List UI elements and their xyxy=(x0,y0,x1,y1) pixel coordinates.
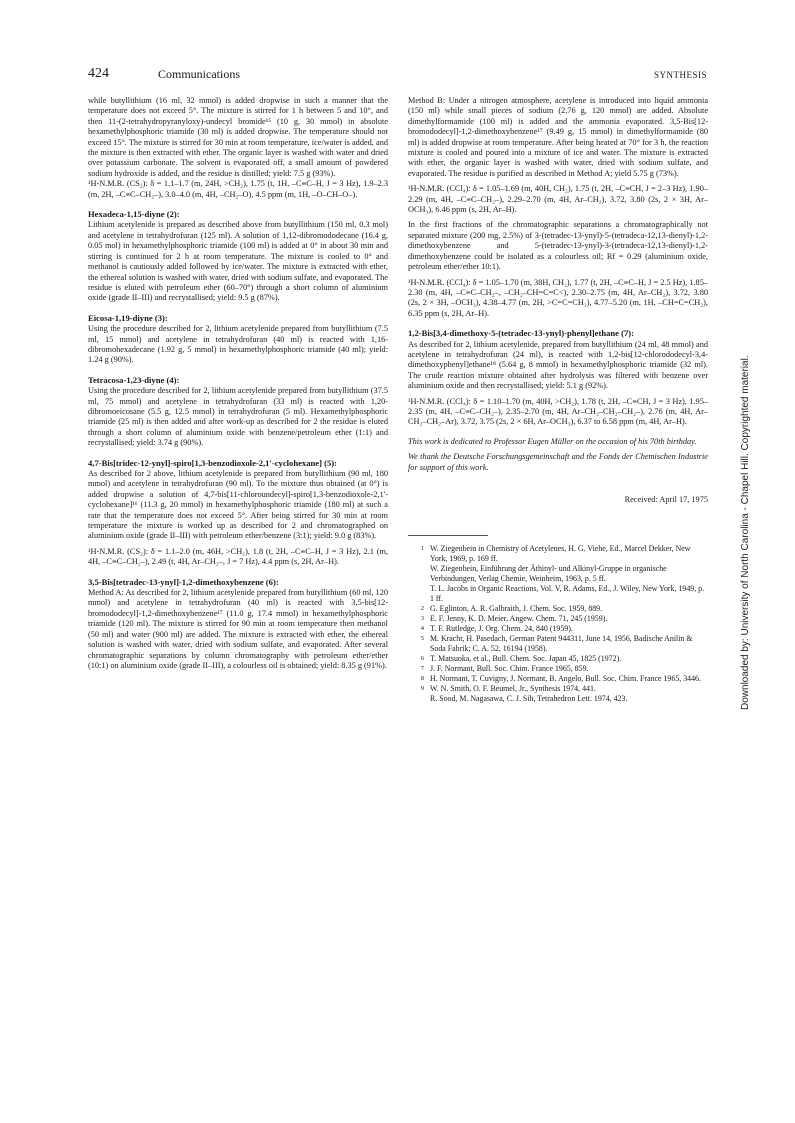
intro-nmr: ¹H-N.M.R. (CS₂): δ = 1.1–1.7 (m, 24H, >CH₂), 1.75 (t, 1H, –C≡C–H, J = 3 Hz), 1.9–2.3 (m, 2H, –C≡C–CH₂–), 3.0–4.0 (m, 4H, –CH₂–O), 4.5 ppm (m, 1H, –O–CH–O–). xyxy=(88,179,388,199)
reference-item: 4 T. F. Rutledge, J. Org. Chem. 24, 840 (1959). xyxy=(420,624,573,634)
dedication: This work is dedicated to Professor Eugen Müller on the occasion of his 70th birthday. xyxy=(408,436,697,446)
compound-6-method-a: Method A: As described for 2, lithium acetylenide prepared from butyllithium (60 ml, 120 mmol) and acetylene in tetrahydrofuran (40 ml) is reacted with 3,5-bis[12-bromododecyl]-1,2-dimethoxybenzene¹⁷ (11.0 g, 17.4 mmol) in hexamethylphosphoric triamide (120 ml). The mixture is stirred for 90 min at room temperature then methanol (50 ml) and water (900 ml) are added. The mixture is extracted with ether, the ethereal solution is washed with water, dried with sodium sulfate, and evaporated. After several chromatographic separations by column chromatography with petroleum ether/ether (10:1) on aluminium oxide (grade II–III), a colourless oil is obtained; yield: 8.35 g (91%). xyxy=(88,588,388,670)
reference-item: 7 J. F. Normant, Bull. Soc. Chim. France 1965, 859. xyxy=(420,664,589,674)
download-notice xyxy=(740,130,760,710)
compound-5-procedure: As described for 2 above, lithium acetylenide is prepared from butyllithium (90 ml, 180 mmol) and acetylene in tetrahydrofuran (90 ml). To the mixture thus obtained (at 0°) is added dropwise a solution of 4,7-bis[11-chloroundecyl]-spiro[1,3-benzodioxole-2,1'-cyclohexane]¹⁶ (11.3 g, 20 mmol) in hexamethylphosphoric triamide (180 ml) at such a rate that the temperature does not exceed 5°. After being stirred for 30 min at room temperature the mixture is worked up as described for 2 and chromatographed on aluminium oxide (grade II–III) with petroleum ether/benzene (3:1); yield: 9.0 g (83%). xyxy=(88,469,388,541)
compound-5-nmr: ¹H-N.M.R. (CS₂): δ = 1.1–2.0 (m, 46H, >CH₂), 1.8 (t, 2H, –C≡C–H, J = 3 Hz), 2.1 (m, 4H, –C≡C–CH₂–), 2.49 (t, 4H, Ar–CH₂–, J = 7 Hz), 4.4 ppm (s, 2H, Ar–H). xyxy=(88,546,388,567)
page-number: 424 xyxy=(88,66,109,81)
journal-name: SYNTHESIS xyxy=(653,70,707,80)
section-title: Communications xyxy=(158,67,240,81)
compound-5-heading: 4,7-Bis[tridec-12-ynyl]-spiro[1,3-benzodioxole-2,1'-cyclohexane] (5): xyxy=(88,457,338,468)
left-column xyxy=(88,96,388,671)
right-column xyxy=(408,96,708,704)
acknowledgement: We thank the Deutsche Forschungsgemeinschaft and the Fonds der Chemischen Industrie for support of this work. xyxy=(408,452,708,472)
side-fractions-nmr: ¹H-N.M.R. (CCl₄): δ = 1.05–1.70 (m, 38H, CH₂), 1.77 (t, 2H, –C≡C–H, J = 2.5 Hz), 1.85–2.30 (m, 4H, –C≡C–CH₂–, –CH₂–CH=C=C<), 2.30–2.75 (m, 4H, Ar–CH₂), 3.72, 3.80 (2s, 2 × 3H, –OCH₃), 4.38–4.77 (m, 2H, >C=C=CH₂), 4.77–5.20 (m, 1H, –CH=C=CH₂), 6.35 ppm (s, 2H, Ar–H). xyxy=(408,277,708,318)
reference-item: T. L. Jacobs in Organic Reactions, Vol. V, R. Adams, Ed., J. Wiley, New York, 1949, p. 1 ff. xyxy=(430,584,705,604)
download-notice-text: Downloaded by: University of North Carolina - Chapel Hill. Copyrighted material. xyxy=(740,355,751,710)
reference-item: 3 E. F. Jenny, K. D. Meier, Angew. Chem. 71, 245 (1959). xyxy=(420,614,608,624)
reference-item: R. Sood, M. Nagasawa, C. J. Sih, Tetrahedron Lett. 1974, 423. xyxy=(430,694,628,704)
reference-item: 9 W. N. Smith, O. F. Beumel, Jr., Synthesis 1974, 441. xyxy=(420,684,596,694)
compound-4-heading: Tetracosa-1,23-diyne (4): xyxy=(88,374,180,385)
received-date: Received: April 17, 1975 xyxy=(624,495,708,504)
compound-4-procedure: Using the procedure described for 2, lithium acetylenide prepared from butyllithium (37.5 ml, 75 mmol) and acetylene in tetrahydrofuran (33 ml) is reacted with 1,20-dibromoeicosane (5.5 g, 12.5 mmol) in tetrahydrofuran (5 ml). Hexamethylphosphoric triamide (25 ml) is then added and after work-up as described for 2 the residue is eluted through a short column of aluminium oxide with benzene/petroleum ether (1:1) and recrystallised; yield: 3.74 g (90%). xyxy=(88,386,388,448)
reference-item: 5 M. Kracht, H. Pasedach, German Patent 944311, June 14, 1956, Badische Anilin & Soda Fabrik; C. A. 52, 16194 (1958). xyxy=(420,634,693,654)
compound-2-heading: Hexadeca-1,15-diyne (2): xyxy=(88,209,180,220)
reference-item: W. Ziegenbein, Einführung der Äthinyl- und Alkinyl-Gruppe in organische Verbindungen, Verlag Chemie, Weinheim, 1963, p. 5 ff. xyxy=(430,564,667,584)
reference-item: 1 W. Ziegenbein in Chemistry of Acetylenes, H. G. Viehe, Ed., Marcel Dekker, New York, 1969, p. 169 ff. xyxy=(420,544,691,564)
page-header xyxy=(88,66,707,84)
reference-item: 6 T. Matsuoka, et al., Bull. Chem. Soc. Japan 45, 1825 (1972). xyxy=(420,654,622,664)
footnote-divider xyxy=(408,535,488,536)
intro-paragraph: while butyllithium (16 ml, 32 mmol) is added dropwise in such a manner that the temperature does not exceed 5°. The mixture is stirred for 1 h between 5 and 10°, and then 11-(2-tetrahydropyranyloxy)-undecyl bromide¹⁵ (10 g, 30 mmol) in absolute hexamethylphosphoric triamide (30 ml) is added dropwise. The temperature should not exceed 15°. The mixture is stirred for 30 min at room temperature, ice/water is added, and the mixture is then extracted with ether. The organic layer is washed with water and dried over potassium carbonate. The solvent is evaporated off, a small amount of powdered sodium hydroxide is added, and the residue is distilled; yield: 7.5 g (93%). xyxy=(88,96,388,178)
side-fractions-paragraph: In the first fractions of the chromatographic separations a chromatographically not separated mixture (200 mg, 2.5%) of 3-(tetradec-13-ynyl)-5-(tetradeca-12,13-dienyl)-1,2-dimethoxybenzene and 5-(tetradec-13-ynyl)-3-(tetradeca-12,13-dienyl)-1,2-dimethoxybenzene could be isolated as a colourless oil; Rf = 0.29 (aluminium oxide, petroleum ether/ether 10:1). xyxy=(408,220,708,272)
compound-6-method-b: Method B: Under a nitrogen atmosphere, acetylene is introduced into liquid ammonia (150 ml) while small pieces of sodium (2.76 g, 120 mmol) are added. Absolute dimethylformamide (100 ml) is added and the ammonia evaporated. 3,5-Bis[12-bromododecyl]-1,2-dimethoxybenzene¹⁷ (9.49 g, 15 mmol) in dimethylformamide (80 ml) is added dropwise at room temperature. After being heated at 70° for 3 h, the reaction mixture is cooled and poured into a mixture of ice and water. The mixture is extracted with ether, the organic layer is washed with water, dried with sodium sulfate, and evaporated. The residue is purified as described in Method A; yield 5.75 g (73%). xyxy=(408,96,708,178)
compound-6-heading: 3,5-Bis[tetradec-13-ynyl]-1,2-dimethoxybenzene (6): xyxy=(88,576,279,587)
compound-7-heading: 1,2-Bis[3,4-dimethoxy-5-(tetradec-13-ynyl)-phenyl]ethane (7): xyxy=(408,328,635,339)
compound-2-procedure: Lithium acetylenide is prepared as described above from butyllithium (150 ml, 0.3 mol) and acetylene in tetrahydrofuran (125 ml). A solution of 1,12-dibromododecane (16.4 g, 0.05 mol) in hexamethylphosphoric triamide (100 ml) is added at 0° in about 30 min and stirring is continued for 2 h at room temperature. The mixture is cooled to 0° and methanol is cautiously added followed by ice/water. The mixture is extracted with ether, the ethereal solution is washed with water, dried with sodium sulfate, and evaporated. The residue is eluted with petroleum ether (60–70°) through a short column of aluminium oxide (grade II–III) and recrystallised; yield: 9.5 g (87%). xyxy=(88,220,388,303)
reference-item: 8 H. Normant, T. Cuvigny, J. Normant, B. Angelo, Bull. Soc. Chim. France 1965, 3446. xyxy=(420,674,701,684)
compound-7-nmr: ¹H-N.M.R. (CCl₄): δ = 1.10–1.70 (m, 40H, >CH₂), 1.78 (t, 2H, –C≡CH, J = 3 Hz), 1.95–2.35 (m, 4H, –C≡C–CH₂–), 2.35–2.70 (m, 4H, Ar–CH₂–CH₂–CH₂–), 2.76 (m, 4H, Ar–CH₂–CH₂–Ar), 3.72, 3.75 (2s, 2 × 6H, Ar–OCH₃), 6.37 to 6.58 ppm (m, 4H, Ar–H). xyxy=(408,396,708,427)
method-b-nmr: ¹H-N.M.R. (CCl₄): δ = 1.05–1.69 (m, 40H, CH₂), 1.75 (t, 2H, –C≡CH, J = 2–3 Hz), 1.90–2.29 (m, 4H, –C≡C–CH₂–), 2.29–2.70 (m, 4H, Ar–CH₂), 3.72, 3.80 (2s, 2 × 3H, Ar–OCH₃), 6.46 ppm (s, 2H, Ar–H). xyxy=(408,184,708,215)
reference-item: 2 G. Eglinton, A. R. Galbraith, J. Chem. Soc. 1959, 889. xyxy=(420,604,603,614)
compound-3-procedure: Using the procedure described for 2, lithium acetylenide prepared from butyllithium (7.5 ml, 15 mmol) and acetylene in tetrahydrofuran (40 ml) is reacted with 1,16-dibromohexadecane (1.92 g, 5 mmol) in hexamethylphosphoric triamide (40 ml); yield: 1.24 g (90%). xyxy=(88,324,388,365)
compound-3-heading: Eicosa-1,19-diyne (3): xyxy=(88,312,168,323)
compound-7-procedure: As described for 2, lithium acetylenide, prepared from butyllithium (24 ml, 48 mmol) and acetylene in tetrahydrofuran (24 ml), is reacted with 1,2-bis[12-chlorododecyl-3,4-dimethoxyphenyl]ethane¹⁸ (5.64 g, 8 mmol) in hexamethylphosphoric triamide (32 ml). The crude reaction mixture obtained after hydrolysis was filtered with benzene over aluminium oxide and then recrystallised; yield: 5.1 g (92%). xyxy=(408,339,708,391)
reference-list xyxy=(408,544,708,704)
